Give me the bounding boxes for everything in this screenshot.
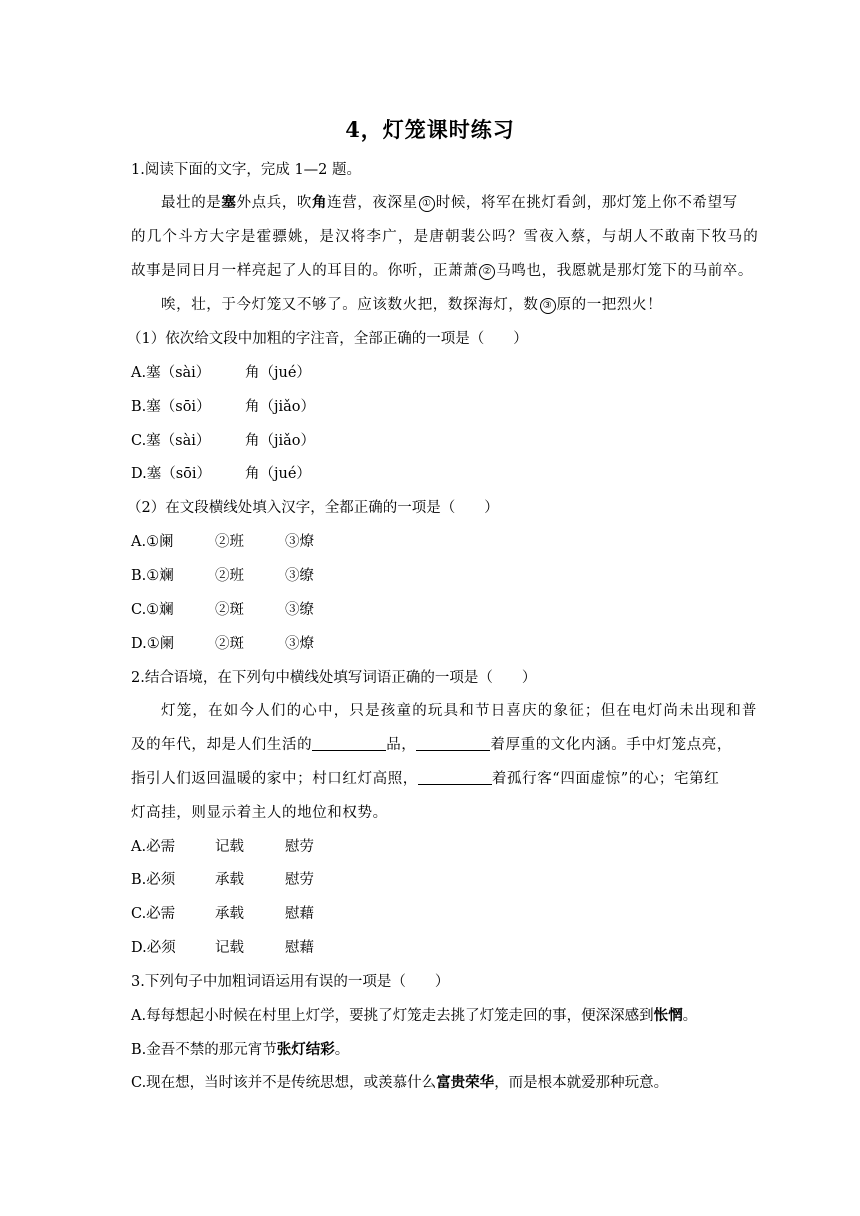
option-part: ②班 [215,534,244,550]
text-run: 外点兵，吹 [236,195,313,211]
q3-stem: 3.下列句子中加粗词语运用有误的一项是（ ） [131,974,450,990]
text-run: B.金吾不禁的那元宵节 [131,1042,277,1058]
q2-passage-line-1: 灯笼，在如今人们的心中，只是孩童的玩具和节日喜庆的象征；但在电灯尚未出现和普 [161,703,758,719]
q2-stem: 2.结合语境，在下列句中横线处填写词语正确的一项是（ ） [131,670,537,686]
page-title: 4，灯笼课时练习 [345,117,515,142]
option-part: A.塞（sài） [131,365,211,381]
text-run: 着厚重的文化内涵。手中灯笼点亮， [490,737,733,753]
text-run: 及的年代，却是人们生活的 [131,737,313,753]
q3-option-a [131,1004,697,1025]
text-run: 着孤行客“四面虚惊”的心；宅第红 [491,771,720,787]
q2-passage-line-2 [131,733,732,754]
q2-passage-line-3 [131,767,719,788]
option-part: ②斑 [215,602,244,618]
option-part: ③燎 [285,534,314,550]
option-part: 慰劳 [285,839,314,855]
q2-passage-line-4: 灯高挂，则显示着主人的地位和权势。 [131,805,388,821]
q3-option-b [131,1038,349,1059]
option-part: 角（jué） [245,466,311,482]
bold-char-sai: 塞 [221,194,237,211]
option-part: 慰藉 [285,940,314,956]
blank-marker-2: ② [479,264,495,280]
option-part: ③缭 [285,568,314,584]
q1-sub1-option-a [131,361,311,382]
fill-blank-2 [416,736,490,751]
text-run: 故事是同日月一样亮起了人的耳目的。你听，正萧萧 [131,263,479,279]
q1-sub2-option-c [131,598,314,619]
option-part: B.塞（sōi） [131,399,211,415]
q3-option-c [131,1071,668,1092]
text-run: 指引人们返回温暖的家中；村口红灯高照， [131,771,418,787]
option-part: B.①斓 [131,568,174,584]
option-part: D.必须 [131,940,176,956]
option-part: A.必需 [131,839,176,855]
q1-sub1-option-d [131,462,311,483]
q2-option-a [131,835,314,856]
q2-option-d [131,936,314,957]
text-run: 连营，夜深星 [327,195,418,211]
option-part: C.必需 [131,906,176,922]
blank-marker-3: ③ [540,298,556,314]
option-part: 慰藉 [285,906,314,922]
fill-blank-1 [312,736,386,751]
q2-option-b [131,868,314,889]
text-run: 。 [682,1008,698,1024]
option-part: ③燎 [285,636,314,652]
text-run: 最壮的是 [161,195,222,211]
q1-passage-line-4 [161,293,662,314]
option-part: 记载 [215,940,244,956]
option-part: ②斑 [215,636,244,652]
option-part: 承载 [215,906,244,922]
option-part: 角（jiǎo） [245,399,316,415]
option-part: 承载 [215,872,244,888]
text-run: 唉，壮，于今灯笼又不够了。应该数火把，数探海灯，数 [161,297,539,313]
option-part: 角（jiǎo） [245,433,316,449]
option-part: A.①阑 [131,534,174,550]
text-run: 马鸣也，我愿就是那灯笼下的马前卒。 [496,263,754,279]
blank-marker-1: ① [419,196,435,212]
option-part: 角（jué） [245,365,311,381]
text-run: A.每每想起小时候在村里上灯学，要挑了灯笼走去挑了灯笼走回的事，便深深感到 [131,1008,654,1024]
q2-option-c [131,902,314,923]
fill-blank-3 [418,770,492,785]
option-part: ③缭 [285,602,314,618]
q1-sub1-option-b [131,395,315,416]
q1-sub2-option-a [131,530,314,551]
text-run: C.现在想，当时该并不是传统思想，或羡慕什么 [131,1075,437,1091]
text-run: ，而是根本就爱那种玩意。 [494,1075,669,1091]
bold-char-jiao: 角 [312,194,328,211]
option-part: 慰劳 [285,872,314,888]
q1-passage-line-2: 的几个斗方大字是霍骠姚，是汉将李广，是唐朝裴公吗？雪夜入蔡，与胡人不敢南下牧马的 [131,229,759,245]
q1-sub1-option-c [131,429,315,450]
q1-sub2-option-d [131,632,314,653]
bold-term: 怅惘 [653,1007,683,1024]
q1-sub1-stem: （1）依次给文段中加粗的字注音，全部正确的一项是（ ） [127,331,528,347]
text-run: 时候，将军在挑灯看剑，那灯笼上你不希望写 [435,195,738,211]
bold-term: 张灯结彩 [276,1041,335,1058]
option-part: D.①阑 [131,636,175,652]
option-part: C.①斓 [131,602,174,618]
text-run: 原的一把烈火！ [556,297,663,313]
option-part: 记载 [215,839,244,855]
q1-passage-line-1 [161,191,738,212]
q1-passage-line-3 [131,259,753,280]
text-run: 。 [334,1042,350,1058]
text-run: 品， [386,737,417,753]
option-part: ②班 [215,568,244,584]
q1-sub2-option-b [131,564,314,585]
q1-sub2-stem: （2）在文段横线处填入汉字，全都正确的一项是（ ） [127,500,499,516]
bold-term: 富贵荣华 [436,1074,495,1091]
option-part: C.塞（sài） [131,433,211,449]
option-part: B.必须 [131,872,176,888]
q1-intro: 1.阅读下面的文字，完成 1—2 题。 [131,162,362,178]
option-part: D.塞（sōi） [131,466,212,482]
